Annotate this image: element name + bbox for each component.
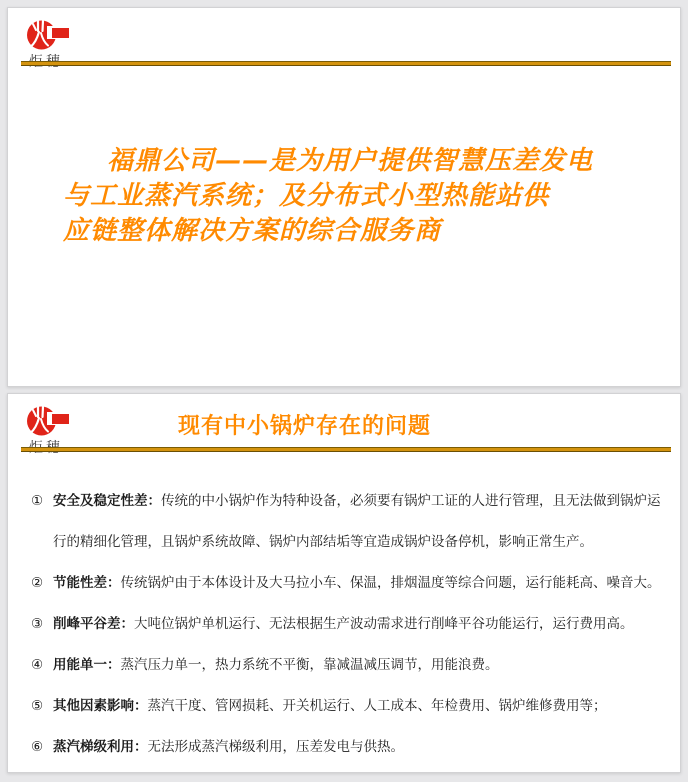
header-rule xyxy=(21,61,671,66)
item-text: 传统的中小锅炉作为特种设备，必须要有锅炉工证的人进行管理，且无法做到锅炉运行的精细化管理，且锅炉系统故障、锅炉内部结垢等宜造成锅炉设备停机，影响正常生产。 xyxy=(53,493,661,549)
item-label: 安全及稳定性差： xyxy=(53,493,161,508)
item-text: 无法形成蒸汽梯级利用，压差发电与供热。 xyxy=(147,739,404,754)
list-item xyxy=(31,726,666,767)
item-marker: ③ xyxy=(31,616,44,631)
company-headline xyxy=(63,144,603,249)
item-marker: ② xyxy=(31,575,44,590)
list-item xyxy=(31,644,666,685)
list-item xyxy=(31,562,666,603)
item-marker: ① xyxy=(31,493,44,508)
item-label: 节能性差： xyxy=(53,575,121,590)
item-label: 削峰平谷差： xyxy=(53,616,134,631)
item-text: 大吨位锅炉单机运行、无法根据生产波动需求进行削峰平谷功能运行，运行费用高。 xyxy=(134,616,634,631)
item-text: 蒸汽压力单一，热力系统不平衡，靠减温减压调节，用能浪费。 xyxy=(120,657,499,672)
list-item xyxy=(31,480,666,562)
slide-title: 现有中小锅炉存在的问题 xyxy=(178,413,432,438)
item-text: 蒸汽干度、管网损耗、开关机运行、人工成本、年检费用、锅炉维修费用等； xyxy=(147,698,607,713)
item-marker: ⑥ xyxy=(31,739,44,754)
slide-page-1 xyxy=(7,7,681,387)
list-item xyxy=(31,685,666,726)
headline-line-1: 福鼎公司——是为用户提供智慧压差发电 xyxy=(107,146,594,176)
problem-list xyxy=(31,480,666,767)
flame-logo-icon xyxy=(26,17,72,52)
item-label: 用能单一： xyxy=(53,657,121,672)
item-marker: ④ xyxy=(31,657,44,672)
flame-logo-icon xyxy=(26,403,72,438)
headline-line-2: 与工业蒸汽系统；及分布式小型热能站供 xyxy=(63,181,550,211)
item-text: 传统锅炉由于本体设计及大马拉小车、保温，排烟温度等综合问题，运行能耗高、噪音大。 xyxy=(120,575,661,590)
item-marker: ⑤ xyxy=(31,698,44,713)
item-label: 蒸汽梯级利用： xyxy=(53,739,148,754)
list-item xyxy=(31,603,666,644)
item-label: 其他因素影响： xyxy=(53,698,148,713)
headline-line-3: 应链整体解决方案的综合服务商 xyxy=(63,216,442,246)
header-rule xyxy=(21,447,671,452)
slide-page-2 xyxy=(7,393,681,773)
